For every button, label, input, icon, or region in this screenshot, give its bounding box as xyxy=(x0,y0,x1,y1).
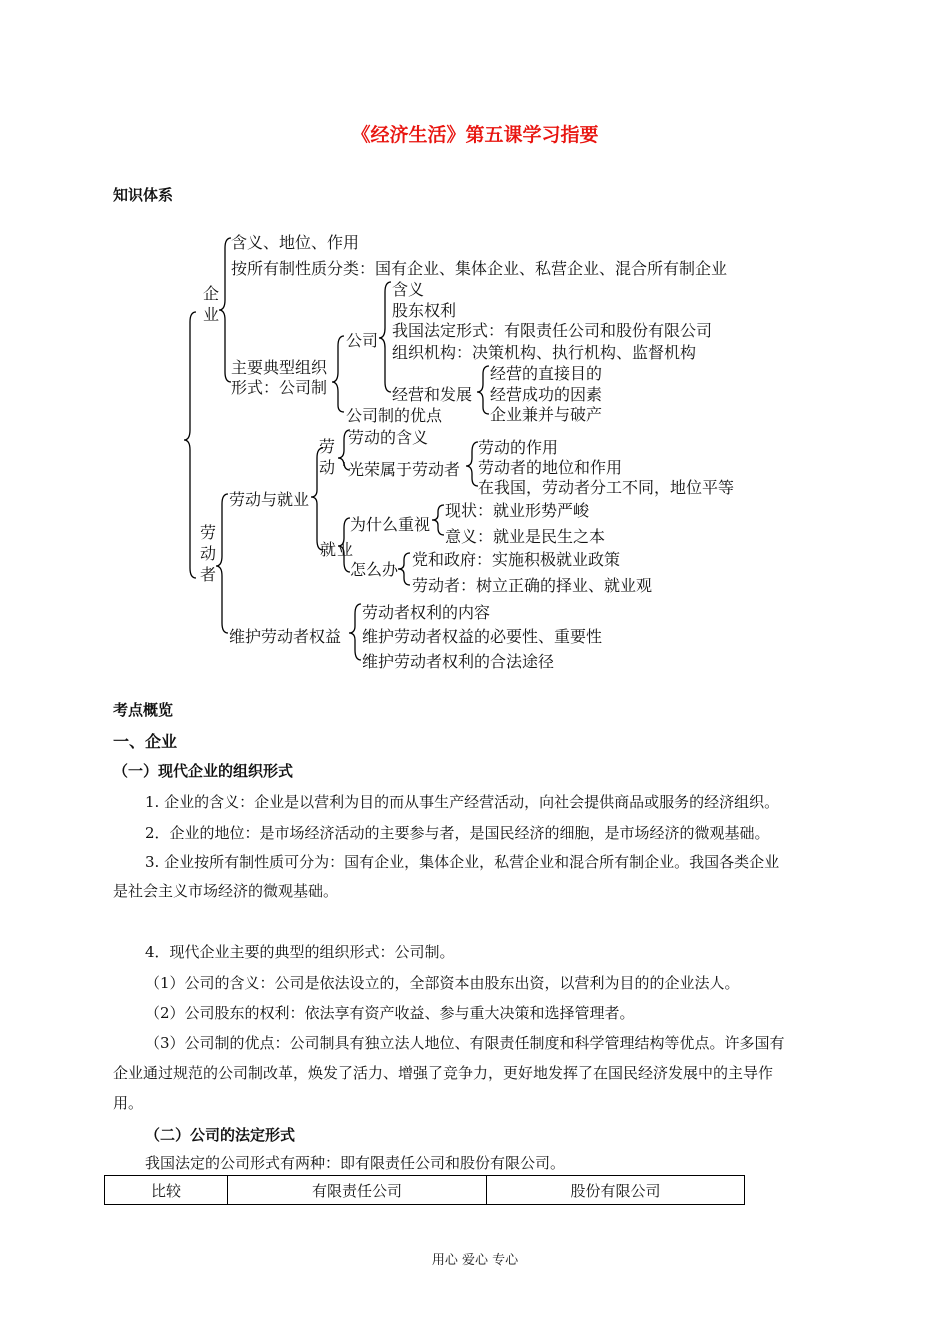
node-laodongzhe: 劳动者 xyxy=(200,523,217,584)
node-youdian: 公司制的优点 xyxy=(346,406,443,425)
node-laodong-item: 光荣属于劳动者 xyxy=(348,460,461,479)
node-jingying: 经营和发展 xyxy=(392,385,473,404)
table-header-cell: 股份有限公司 xyxy=(487,1176,745,1205)
subheading-legal-form: （二）公司的法定形式 xyxy=(145,1126,296,1144)
paragraph: 用。 xyxy=(113,1094,144,1112)
node-gongsi-item: 组织机构：决策机构、执行机构、监督机构 xyxy=(392,343,697,362)
section-heading-knowledge: 知识体系 xyxy=(113,186,174,204)
paragraph-intro: 我国法定的公司形式有两种：即有限责任公司和股份有限公司。 xyxy=(145,1154,566,1172)
node-gongsi: 公司 xyxy=(346,331,379,350)
paragraph: 4．现代企业主要的典型的组织形式：公司制。 xyxy=(145,943,455,961)
node-main-form: 主要典型组织 xyxy=(231,358,328,377)
node-gongsi-item: 含义 xyxy=(392,280,425,299)
page-title: 《经济生活》第五课学习指要 xyxy=(351,124,599,146)
node-qiye-item: 按所有制性质分类：国有企业、集体企业、私营企业、混合所有制企业 xyxy=(231,259,728,278)
node-qiye: 企业 xyxy=(203,284,220,324)
node-jiuye: 就业 xyxy=(320,540,355,559)
node-laodong-item: 劳动的含义 xyxy=(348,428,429,447)
paragraph: （3）公司制的优点：公司制具有独立法人地位、有限责任制度和科学管理结构等优点。许多国有 xyxy=(145,1034,785,1052)
paragraph: （2）公司股东的权利：依法享有资产收益、参与重大决策和选择管理者。 xyxy=(145,1004,635,1022)
node-laodong: 劳动 xyxy=(319,437,336,477)
node-zenmeban: 怎么办 xyxy=(350,560,399,579)
paragraph: 2．企业的地位：是市场经济活动的主要参与者，是国民经济的细胞，是市场经济的微观基础。 xyxy=(145,824,770,842)
section-heading-overview: 考点概览 xyxy=(113,701,174,719)
node-main-form: 形式：公司制 xyxy=(231,378,328,397)
node-weihu-item: 劳动者权利的内容 xyxy=(362,603,491,622)
node-weihu: 维护劳动者权益 xyxy=(229,627,342,646)
node-guangrong-item: 在我国，劳动者分工不同，地位平等 xyxy=(478,478,735,497)
paragraph: 企业通过规范的公司制改革，焕发了活力、增强了竞争力，更好地发挥了在国民经济发展中的主导作 xyxy=(113,1064,774,1082)
node-zenmeban-item: 党和政府：实施积极就业政策 xyxy=(412,550,621,569)
node-guangrong-item: 劳动者的地位和作用 xyxy=(478,458,623,477)
node-gongsi-item: 股东权利 xyxy=(392,301,457,320)
paragraph: （1）公司的含义：公司是依法设立的，全部资本由股东出资，以营利为目的的企业法人。 xyxy=(145,974,740,992)
node-laodong-jiuye: 劳动与就业 xyxy=(229,490,310,509)
node-jingying-item: 经营成功的因素 xyxy=(490,385,603,404)
paragraph: 3. 企业按所有制性质可分为：国有企业，集体企业，私营企业和混合所有制企业。我国各类企业 xyxy=(145,853,780,871)
node-gongsi-item: 我国法定形式：有限责任公司和股份有限公司 xyxy=(392,321,713,340)
table-header-row xyxy=(105,1176,745,1205)
comparison-table xyxy=(104,1175,745,1205)
paragraph: 是社会主义市场经济的微观基础。 xyxy=(113,882,339,900)
node-weishenme-item: 意义：就业是民生之本 xyxy=(445,527,606,546)
node-guangrong-item: 劳动的作用 xyxy=(478,438,559,457)
node-weishenme-item: 现状：就业形势严峻 xyxy=(445,501,590,520)
node-weihu-item: 维护劳动者权益的必要性、重要性 xyxy=(362,627,603,646)
node-jingying-item: 经营的直接目的 xyxy=(490,364,603,383)
node-zenmeban-item: 劳动者：树立正确的择业、就业观 xyxy=(412,576,653,595)
table-header-cell: 比较 xyxy=(105,1176,228,1205)
node-jingying-item: 企业兼并与破产 xyxy=(490,405,603,424)
table-header-cell: 有限责任公司 xyxy=(228,1176,487,1205)
subheading-org-form: （一）现代企业的组织形式 xyxy=(113,762,294,780)
paragraph: 1. 企业的含义：企业是以营利为目的而从事生产经营活动，向社会提供商品或服务的经济组织。 xyxy=(145,793,780,811)
node-weihu-item: 维护劳动者权利的合法途径 xyxy=(362,652,555,671)
heading-enterprise: 一、企业 xyxy=(113,732,178,751)
node-qiye-item: 含义、地位、作用 xyxy=(231,233,360,252)
page-footer: 用心 爱心 专心 xyxy=(431,1253,519,1268)
node-weishenme: 为什么重视 xyxy=(350,515,431,534)
